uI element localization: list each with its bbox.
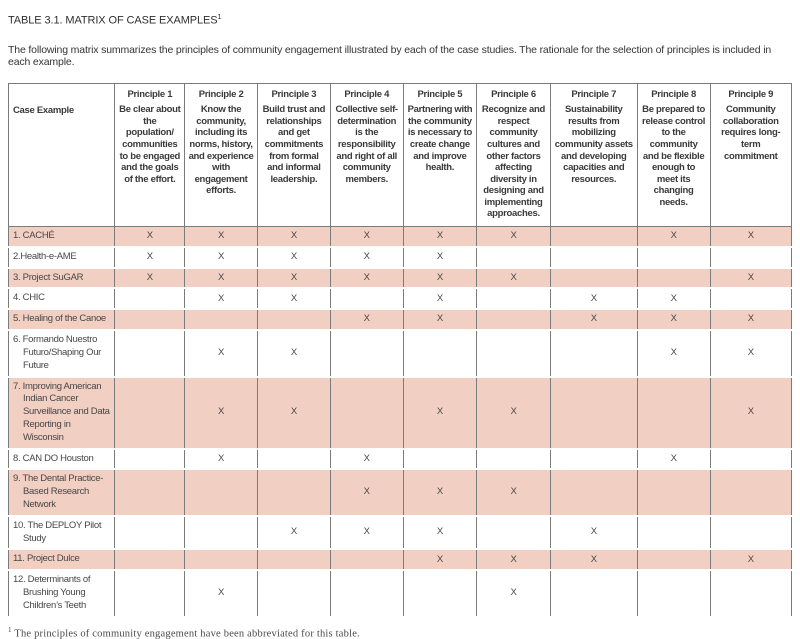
principle-mark: X <box>710 549 792 570</box>
table-row <box>9 516 792 550</box>
matrix-table <box>8 83 792 618</box>
table-row <box>9 549 792 570</box>
empty-cell <box>330 570 403 616</box>
principle-mark: X <box>257 330 330 376</box>
empty-cell <box>550 377 637 449</box>
table-row <box>9 247 792 268</box>
principle-mark: X <box>403 268 477 289</box>
principle-description: Build trust and relationships and get commitments from formal and informal leadership. <box>262 104 326 185</box>
principle-mark: X <box>115 247 185 268</box>
empty-cell <box>185 469 258 515</box>
case-example-label: 11. Project Dulce <box>9 549 115 570</box>
principle-mark: X <box>115 268 185 289</box>
empty-cell <box>710 288 792 309</box>
empty-cell <box>477 516 551 550</box>
empty-cell <box>185 309 258 330</box>
empty-cell <box>115 309 185 330</box>
principle-description: Partnering with the community is necessary to create change and improve health. <box>407 104 473 174</box>
footnote <box>8 626 792 639</box>
empty-cell <box>637 570 710 616</box>
principle-mark: X <box>477 268 551 289</box>
table-row <box>9 570 792 616</box>
table-row <box>9 288 792 309</box>
principle-mark: X <box>257 268 330 289</box>
table-title-text: TABLE 3.1. MATRIX OF CASE EXAMPLES <box>8 14 218 27</box>
case-example-label: 6. Formando Nuestro Futuro/Shaping Our Future <box>13 334 102 371</box>
principle-mark: X <box>330 309 403 330</box>
principle-mark: X <box>710 330 792 376</box>
empty-cell <box>115 288 185 309</box>
empty-cell <box>550 247 637 268</box>
empty-cell <box>330 377 403 449</box>
principle-mark: X <box>403 516 477 550</box>
empty-cell <box>257 469 330 515</box>
empty-cell <box>115 516 185 550</box>
principle-label: Principle 1 <box>127 88 173 100</box>
corner-header-case-example: Case Example <box>9 83 115 226</box>
case-example-label: 3. Project SuGAR <box>9 268 115 289</box>
column-header-principle-7 <box>550 83 637 226</box>
principle-description: Be prepared to release control to the community and be flexible enough to meet its changing needs. <box>642 104 706 208</box>
principle-mark: X <box>637 288 710 309</box>
empty-cell <box>330 288 403 309</box>
principle-mark: X <box>403 549 477 570</box>
case-example-label: 5. Healing of the Canoe <box>9 309 115 330</box>
principle-mark: X <box>550 549 637 570</box>
principle-mark: X <box>477 377 551 449</box>
principle-description: Collective self-determination is the responsibility and right of all community members. <box>335 104 398 185</box>
column-header-principle-9 <box>710 83 792 226</box>
case-example-label: 12. Determinants of Brushing Young Children’s Teeth <box>13 574 91 611</box>
principle-mark: X <box>403 227 477 247</box>
empty-cell <box>637 469 710 515</box>
principle-mark: X <box>403 309 477 330</box>
principle-mark: X <box>710 377 792 449</box>
principle-mark: X <box>185 570 258 616</box>
empty-cell <box>637 516 710 550</box>
empty-cell <box>710 449 792 470</box>
table-row <box>9 227 792 247</box>
column-header-principle-6 <box>477 83 551 226</box>
principle-label: Principle 3 <box>271 88 317 100</box>
empty-cell <box>257 549 330 570</box>
table-title-footnote-marker: 1 <box>217 14 222 21</box>
column-header-principle-8 <box>637 83 710 226</box>
principle-mark: X <box>115 227 185 247</box>
principle-mark: X <box>550 288 637 309</box>
principle-description: Community collaboration requires long-term commitment <box>721 104 781 162</box>
intro-paragraph: The following matrix summarizes the principles of community engagement illustrated by each of the case studies. The rationale for the selection of principles is included in each example. <box>8 43 772 68</box>
empty-cell <box>403 570 477 616</box>
principle-mark: X <box>477 549 551 570</box>
principle-description: Know the community, including its norms, history, and experience with engagement efforts. <box>188 104 254 197</box>
empty-cell <box>257 309 330 330</box>
empty-cell <box>477 309 551 330</box>
empty-cell <box>637 247 710 268</box>
principle-label: Principle 4 <box>344 88 390 100</box>
empty-cell <box>403 449 477 470</box>
principle-mark: X <box>403 288 477 309</box>
principle-mark: X <box>637 449 710 470</box>
principle-mark: X <box>185 330 258 376</box>
principle-label: Principle 2 <box>198 88 244 100</box>
principle-mark: X <box>185 227 258 247</box>
empty-cell <box>550 449 637 470</box>
empty-cell <box>115 549 185 570</box>
principle-label: Principle 9 <box>728 88 774 100</box>
principle-mark: X <box>330 449 403 470</box>
principle-mark: X <box>330 516 403 550</box>
principle-mark: X <box>257 377 330 449</box>
principle-mark: X <box>185 268 258 289</box>
empty-cell <box>637 549 710 570</box>
empty-cell <box>257 570 330 616</box>
empty-cell <box>550 570 637 616</box>
matrix-table-header <box>9 83 792 226</box>
principle-description: Recognize and respect community cultures and other factors affecting diversity in designing and implementing approaches. <box>481 104 546 220</box>
case-example-label: 10. The DEPLOY Pilot Study <box>13 519 102 544</box>
table-row <box>9 330 792 376</box>
column-header-principle-1 <box>115 83 185 226</box>
column-header-principle-4 <box>330 83 403 226</box>
empty-cell <box>403 330 477 376</box>
empty-cell <box>257 449 330 470</box>
principle-mark: X <box>403 377 477 449</box>
principle-mark: X <box>637 227 710 247</box>
table-row <box>9 268 792 289</box>
table-row <box>9 377 792 449</box>
empty-cell <box>710 469 792 515</box>
empty-cell <box>477 449 551 470</box>
empty-cell <box>330 549 403 570</box>
principle-mark: X <box>330 227 403 247</box>
principle-label: Principle 7 <box>571 88 617 100</box>
principle-mark: X <box>257 227 330 247</box>
empty-cell <box>710 570 792 616</box>
empty-cell <box>710 247 792 268</box>
table-title <box>8 14 792 27</box>
principle-label: Principle 8 <box>651 88 696 100</box>
empty-cell <box>550 227 637 247</box>
principle-mark: X <box>403 247 477 268</box>
principle-mark: X <box>477 227 551 247</box>
empty-cell <box>550 268 637 289</box>
case-example-label: 4. CHIC <box>13 292 45 304</box>
case-example-label: 7. Improving American Indian Cancer Surveillance and Data Reporting in Wisconsin <box>9 377 115 449</box>
empty-cell <box>115 469 185 515</box>
empty-cell <box>637 268 710 289</box>
footnote-marker: 1 <box>8 625 12 634</box>
footnote-text: The principles of community engagement have been abbreviated for this table. <box>11 628 360 639</box>
principle-mark: X <box>710 227 792 247</box>
empty-cell <box>330 330 403 376</box>
empty-cell <box>710 516 792 550</box>
empty-cell <box>477 330 551 376</box>
principle-mark: X <box>403 469 477 515</box>
table-row <box>9 469 792 515</box>
principle-mark: X <box>710 268 792 289</box>
principle-mark: X <box>330 268 403 289</box>
empty-cell <box>115 449 185 470</box>
case-example-label: 8. CAN DO Houston <box>13 452 94 464</box>
empty-cell <box>115 330 185 376</box>
column-header-principle-3 <box>257 83 330 226</box>
empty-cell <box>185 549 258 570</box>
principle-description: Be clear about the population/ communities to be engaged and the goals of the effort. <box>119 104 181 185</box>
principle-description: Sustainability results from mobilizing community assets and developing capacities and resources. <box>554 104 633 185</box>
principle-mark: X <box>185 449 258 470</box>
column-header-principle-2 <box>185 83 258 226</box>
empty-cell <box>477 247 551 268</box>
empty-cell <box>185 516 258 550</box>
principle-mark: X <box>710 309 792 330</box>
header-row <box>9 83 792 226</box>
matrix-table-body <box>9 227 792 617</box>
column-header-principle-5 <box>403 83 477 226</box>
principle-mark: X <box>550 516 637 550</box>
principle-mark: X <box>550 309 637 330</box>
case-example-label: 9. The Dental Practice-Based Research Network <box>9 469 115 515</box>
principle-mark: X <box>257 288 330 309</box>
empty-cell <box>115 377 185 449</box>
principle-label: Principle 6 <box>491 88 536 100</box>
principle-mark: X <box>637 330 710 376</box>
principle-mark: X <box>185 377 258 449</box>
table-row <box>9 449 792 470</box>
principle-mark: X <box>477 469 551 515</box>
table-row <box>9 309 792 330</box>
principle-mark: X <box>330 247 403 268</box>
principle-mark: X <box>185 247 258 268</box>
principle-mark: X <box>637 309 710 330</box>
empty-cell <box>637 377 710 449</box>
principle-mark: X <box>185 288 258 309</box>
empty-cell <box>115 570 185 616</box>
empty-cell <box>550 469 637 515</box>
case-example-label: 2.Health-e-AME <box>13 250 77 262</box>
principle-mark: X <box>330 469 403 515</box>
case-example-label: 1. CACHÉ <box>9 227 115 247</box>
principle-mark: X <box>257 247 330 268</box>
principle-mark: X <box>257 516 330 550</box>
empty-cell <box>477 288 551 309</box>
principle-mark: X <box>477 570 551 616</box>
principle-label: Principle 5 <box>417 88 463 100</box>
empty-cell <box>550 330 637 376</box>
